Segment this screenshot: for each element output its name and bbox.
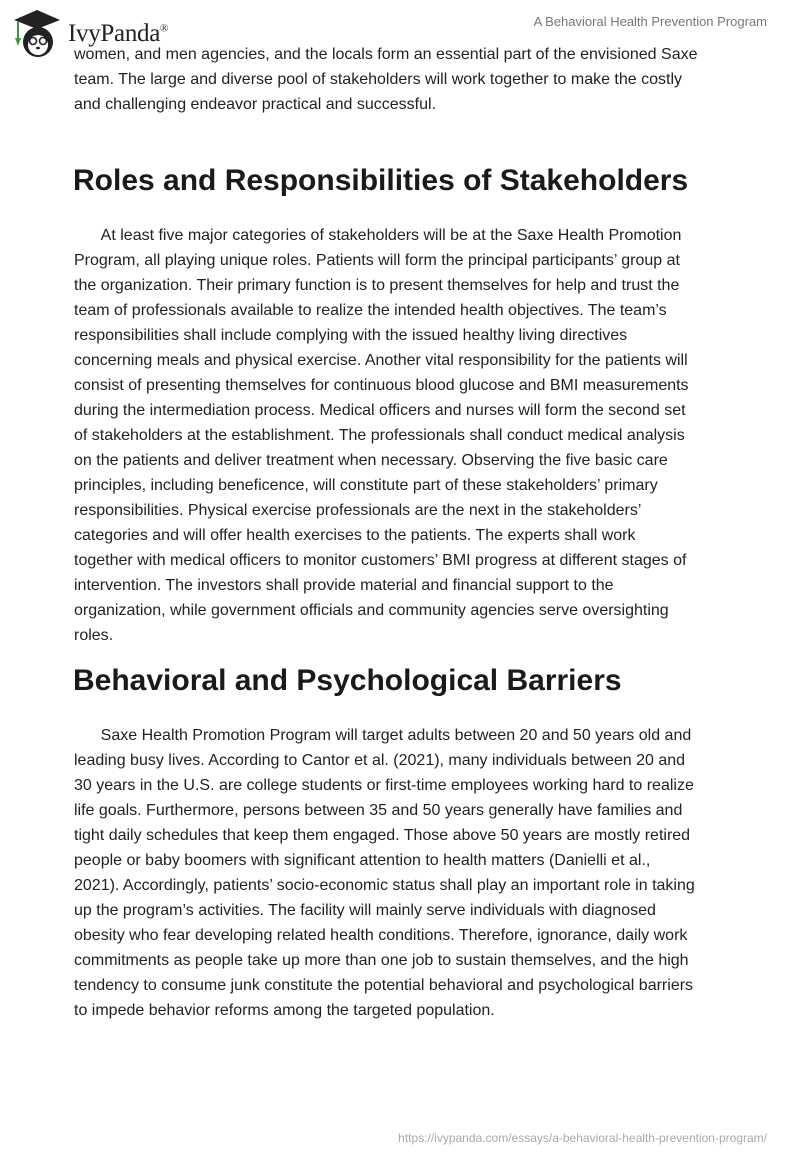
text-line: life goals. Furthermore, persons between 35 and 50 years generally have families and — [74, 802, 683, 819]
text-line: categories and will offer health exercises to the patients. The experts shall work — [74, 527, 636, 544]
text-line: the organization. Their primary function is to present themselves for help and trust the — [74, 277, 680, 294]
text-line: women, and men agencies, and the locals form an essential part of the envisioned Saxe — [74, 46, 698, 63]
text-line: team of professionals available to realize the intended health objectives. The team’s — [74, 302, 667, 319]
text-line: roles. — [74, 627, 114, 644]
text-line: Program, all playing unique roles. Patients will form the principal participants’ group at — [74, 252, 680, 269]
text-line: leading busy lives. According to Cantor et al. (2021), many individuals between 20 and — [74, 752, 686, 769]
text-line: organization, while government officials and community agencies serve oversighting — [74, 602, 669, 619]
text-line: to impede behavior reforms among the targeted population. — [74, 1002, 495, 1019]
text-line: At least five major categories of stakeholders will be at the Saxe Health Promotion — [74, 227, 682, 244]
text-line: Saxe Health Promotion Program will target adults between 20 and 50 years old and — [74, 727, 692, 744]
text-line: up the program’s activities. The facility will mainly serve individuals with diagnosed — [74, 902, 656, 919]
text-line: together with medical officers to monitor customers’ BMI progress at different stages of — [74, 552, 687, 569]
text-line: 30 years in the U.S. are college students or first-time employees working hard to realize — [74, 777, 694, 794]
section-heading-barriers: Behavioral and Psychological Barriers — [73, 664, 622, 697]
roles-paragraph — [74, 223, 774, 648]
text-line: commitments as people take up more than one job to sustain themselves, and the high — [74, 952, 689, 969]
text-line: of stakeholders at the establishment. The professionals shall conduct medical analysis — [74, 427, 685, 444]
text-line: during the intermediation process. Medical officers and nurses will form the second set — [74, 402, 686, 419]
text-line: tight daily schedules that keep them engaged. Those above 50 years are mostly retired — [74, 827, 691, 844]
text-line: and challenging endeavor practical and successful. — [74, 96, 437, 113]
barriers-paragraph — [74, 723, 774, 1023]
registered-mark: ® — [160, 22, 169, 35]
intro-paragraph — [74, 42, 774, 117]
text-line: responsibilities. Physical exercise professionals are the next in the stakeholders’ — [74, 502, 642, 519]
footer-url-link[interactable]: https://ivypanda.com/essays/a-behavioral-health-prevention-program/ — [398, 1131, 767, 1145]
text-line: obesity who fear developing related health conditions. Therefore, ignorance, daily work — [74, 927, 688, 944]
text-line: team. The large and diverse pool of stakeholders will work together to make the costly — [74, 71, 683, 88]
text-line: concerning meals and physical exercise. Another vital responsibility for the patients will — [74, 352, 688, 369]
text-line: people or baby boomers with significant attention to health matters (Danielli et al., — [74, 852, 651, 869]
text-line: 2021). Accordingly, patients’ socio-economic status shall play an important role in taking — [74, 877, 695, 894]
text-line: responsibilities shall include complying with the issued healthy living directives — [74, 327, 628, 344]
text-line: on the patients and deliver treatment when necessary. Observing the five basic care — [74, 452, 668, 469]
text-line: principles, including beneficence, will constitute part of these stakeholders’ primary — [74, 477, 658, 494]
panda-graduate-icon — [12, 8, 62, 60]
text-line: intervention. The investors shall provide material and financial support to the — [74, 577, 614, 594]
logo-text: IvyPanda — [68, 20, 161, 47]
section-heading-roles: Roles and Responsibilities of Stakeholders — [73, 164, 689, 197]
text-line: consist of presenting themselves for continuous blood glucose and BMI measurements — [74, 377, 689, 394]
document-title: A Behavioral Health Prevention Program — [533, 14, 767, 29]
text-line: tendency to consume junk constitute the potential behavioral and psychological barriers — [74, 977, 694, 994]
